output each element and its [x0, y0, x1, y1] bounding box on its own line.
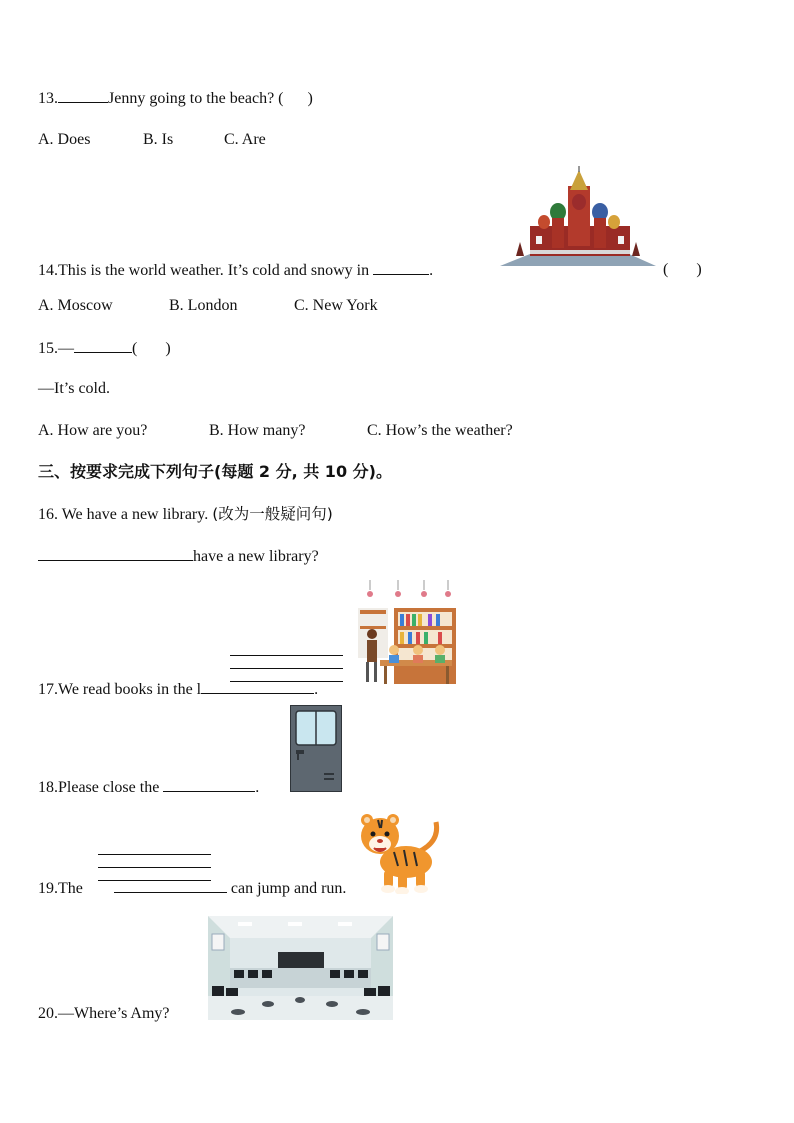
- q14-option-a[interactable]: A. Moscow: [38, 297, 113, 314]
- moscow-cathedral-image: [500, 166, 656, 268]
- q15-options: [38, 421, 513, 441]
- library-image: [358, 580, 458, 686]
- q13-number: 13.: [38, 90, 58, 107]
- q14-option-b[interactable]: B. London: [169, 297, 238, 314]
- q13-option-a[interactable]: A. Does: [38, 131, 91, 148]
- tiger-image: [358, 812, 444, 894]
- q15-option-c[interactable]: C. How’s the weather?: [367, 422, 513, 439]
- question-14: [38, 260, 433, 281]
- q13-options: [38, 130, 266, 150]
- question-20: 20.—Where’s Amy?: [38, 1005, 170, 1022]
- question-13: [38, 88, 313, 109]
- q18-text: 18.Please close the: [38, 779, 160, 796]
- door-image: [290, 705, 342, 792]
- q15-answer-blank[interactable]: [74, 338, 132, 353]
- q14-paren-open: (: [663, 261, 669, 278]
- q15-option-a[interactable]: A. How are you?: [38, 422, 148, 439]
- q16-instruction: (改为一般疑问句): [212, 505, 333, 523]
- question-18: [38, 777, 259, 798]
- question-17: [38, 679, 318, 700]
- q15-number: 15.—: [38, 340, 74, 357]
- q17-text: 17.We read books in the l: [38, 681, 202, 698]
- q14-answer-blank[interactable]: [373, 260, 429, 275]
- q16-text: We have a new library.: [61, 506, 209, 523]
- q19-extra-lines: [98, 842, 211, 881]
- section-3-title: 三、按要求完成下列句子(每题 2 分, 共 10 分)。: [38, 462, 392, 481]
- q14-end: .: [429, 262, 434, 279]
- q17-extra-lines: [230, 643, 343, 682]
- q16-answer-blank[interactable]: [38, 546, 193, 561]
- question-15: [38, 338, 171, 359]
- q14-paren-close: ): [696, 261, 702, 278]
- q14-answer-paren[interactable]: [663, 260, 702, 280]
- q14-text: This is the world weather. It’s cold and snowy in: [58, 262, 370, 279]
- q14-option-c[interactable]: C. New York: [294, 297, 378, 314]
- q17-end: .: [314, 681, 319, 698]
- q19-answer-blank[interactable]: [114, 878, 227, 893]
- q18-answer-blank[interactable]: [163, 777, 255, 792]
- q16-answer-line: [38, 546, 319, 567]
- q14-number: 14.: [38, 262, 58, 279]
- q14-options: [38, 296, 378, 316]
- q15-reply: —It’s cold.: [38, 380, 110, 397]
- q15-option-b[interactable]: B. How many?: [209, 422, 306, 439]
- q19-number: 19.The: [38, 880, 83, 897]
- q13-paren-close: ): [307, 90, 313, 107]
- q16-number: 16.: [38, 506, 58, 523]
- q17-answer-blank[interactable]: [201, 679, 314, 694]
- q18-end: .: [255, 779, 260, 796]
- q13-option-c[interactable]: C. Are: [224, 131, 266, 148]
- q15-paren-open: (: [132, 340, 138, 357]
- question-16: [38, 504, 333, 525]
- question-19: [38, 878, 346, 899]
- q15-paren-close: ): [165, 340, 171, 357]
- q16-answer-tail: have a new library?: [193, 548, 319, 565]
- q19-tail: can jump and run.: [230, 880, 347, 897]
- q13-answer-blank[interactable]: [58, 88, 108, 103]
- q13-text: Jenny going to the beach? (: [108, 90, 284, 107]
- q13-option-b[interactable]: B. Is: [143, 131, 174, 148]
- computer-room-image: [208, 916, 393, 1020]
